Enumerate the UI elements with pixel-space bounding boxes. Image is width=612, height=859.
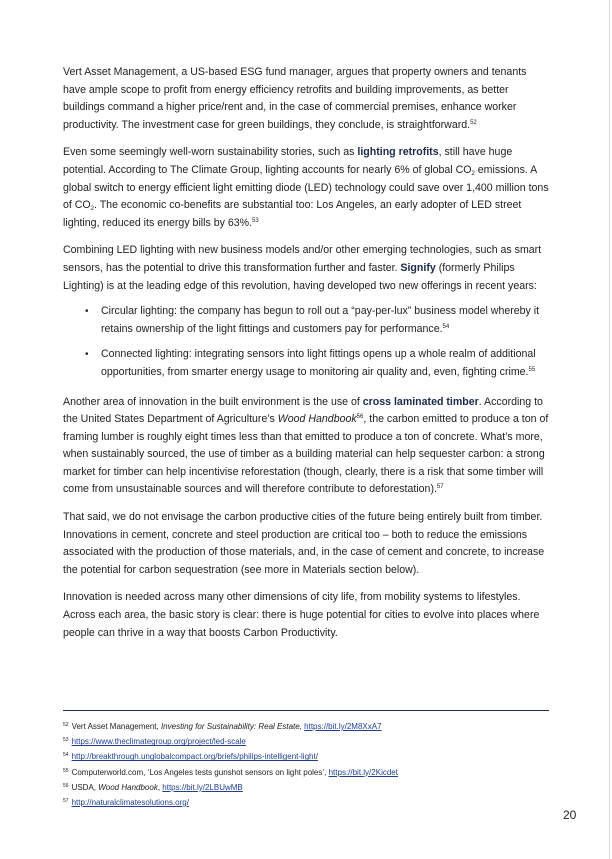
footnote-ref[interactable]: 54 [442,323,450,330]
italic-title: Wood Handbook [277,413,357,426]
paragraph-text: , still have huge potential. According to The Climate Group, lighting accounts for nearly 6% of global CO [63,146,513,176]
page-number: 20 [563,808,577,822]
footnote-title: Investing for Sustainability: Real Estate, [160,722,302,731]
bullet-list [63,303,549,381]
footnote-text: , [157,782,163,792]
footnote-title: Wood Handbook [98,782,158,792]
paragraph-text: Innovation is needed across many other dimensions of city life, from mobility systems to lifestyles. Across each area, the basic story is clear: there is huge potential for cities to evolve into places where people can thrive in a way that boosts Carbon Productivity. [63,591,540,639]
footnote-link[interactable]: http://breakthrough.unglobalcompact.org/briefs/philips-intelligent-light/ [71,752,318,762]
paragraph-text: Even some seemingly well-worn sustainability stories, such as [63,146,358,159]
subscript: 2 [471,170,475,177]
paragraph-text: Vert Asset Management, a US-based ESG fund manager, argues that property owners and tenants have ample scope to profit from energy efficiency retrofits and building improvements, as better buildings command a higher price/rent and, in the case of commercial premises, enhance worker productivity. The investment case for green buildings, they conclude, is straightforward. [63,66,527,131]
footnote-number: 53 [63,737,69,744]
footnote-link[interactable]: https://bit.ly/2LBUwMB [162,782,243,792]
paragraph-text: . The economic co-benefits are substantial too: Los Angeles, an early adopter of LED street lighting, reduced its energy bills by 63%. [63,199,522,229]
footnote [63,749,549,764]
footnote-number: 54 [63,752,69,759]
footnote-ref[interactable]: 53 [252,217,259,224]
body-text [63,64,549,652]
footnote [63,780,549,795]
paragraph-text: Another area of innovation in the built environment is the use of [63,395,363,408]
footnote-link[interactable]: http://naturalclimatesolutions.org/ [71,798,189,808]
footnote-text: Vert Asset Management, [71,722,161,731]
bold-term: lighting retrofits [357,146,439,159]
list-item-text: Circular lighting: the company has begun to roll out a “pay-per-lux” business model whereby it retains ownership of the light fittings and customers pay for performance. [101,305,540,335]
footnote [63,795,549,810]
paragraph-signify [63,242,549,295]
page-edge [609,0,610,859]
footnote-link[interactable]: https://bit.ly/2M8XxA7 [304,722,382,731]
footnote-number: 52 [63,722,69,728]
footnote [63,765,549,780]
paragraph-text: That said, we do not envisage the carbon productive cities of the future being entirely built from timber. Innovations in cement, concrete and steel production are critical too – both to reduce the emissions associated with the production of those materials, and, in the case of cement and concrete, to increase the potential for carbon sequestration (see more in Materials section below). [63,511,545,576]
paragraph-lighting-retrofits [63,144,549,232]
paragraph-cement [63,509,549,579]
paragraph-innovation [63,589,549,642]
paragraph-text: , the carbon emitted to produce a ton of framing lumber is roughly eight times less than that emitted to produce a ton of concrete. What’s more, when sustainably sourced, the use of timber as a building material can help sequester carbon: a strong market for timber can help incentivise reforestation (though, clearly, there is a risk that some timber will come from unsustainable sources and will therefore contribute to deforestation). [63,413,549,496]
paragraph-text: emissions. A global switch to energy efficient light emitting diode (LED) technology could save over 1,400 million tons of CO [63,163,549,212]
footnote-link[interactable]: https://www.theclimategroup.org/project/led-scale [71,737,246,747]
paragraph-text: . According to the United States Department of Agriculture’s [63,395,543,426]
list-item-text: Connected lighting: integrating sensors into light fittings opens up a whole realm of additional opportunities, from smarter energy usage to monitoring air quality and, even, fighting crime. [101,348,536,378]
bold-term: cross laminated timber [362,395,479,408]
footnote-number: 57 [63,798,69,805]
footnote-number: 55 [63,767,69,774]
footnote-text: USDA, [71,782,99,792]
footnote-divider [63,710,549,711]
footnote-ref[interactable]: 57 [436,484,444,491]
list-item [101,346,549,381]
footnote-ref[interactable]: 56 [356,414,364,421]
list-item [101,303,549,338]
footnote-number: 56 [63,782,69,789]
paragraph-vert-asset [63,64,549,134]
paragraph-text: Combining LED lighting with new business models and/or other emerging technologies, such as smart sensors, has the potential to drive this transformation further and faster. [63,244,542,274]
footnote-ref[interactable]: 55 [528,366,536,373]
bold-term: Signify [400,261,436,274]
subscript: 2 [90,206,95,213]
paragraph-text: (formerly Philips Lighting) is at the leading edge of this revolution, having developed two new offerings in recent years: [63,261,537,292]
paragraph-timber [63,394,549,500]
footnote [63,719,549,734]
footnotes [63,719,549,810]
footnote [63,734,549,749]
footnote-text: Computerworld.com, ‘Los Angeles tests gunshot sensors on light poles’, [71,767,329,777]
footnote-ref[interactable]: 52 [470,119,477,126]
footnote-link[interactable]: https://bit.ly/2Kicdet [328,767,398,777]
